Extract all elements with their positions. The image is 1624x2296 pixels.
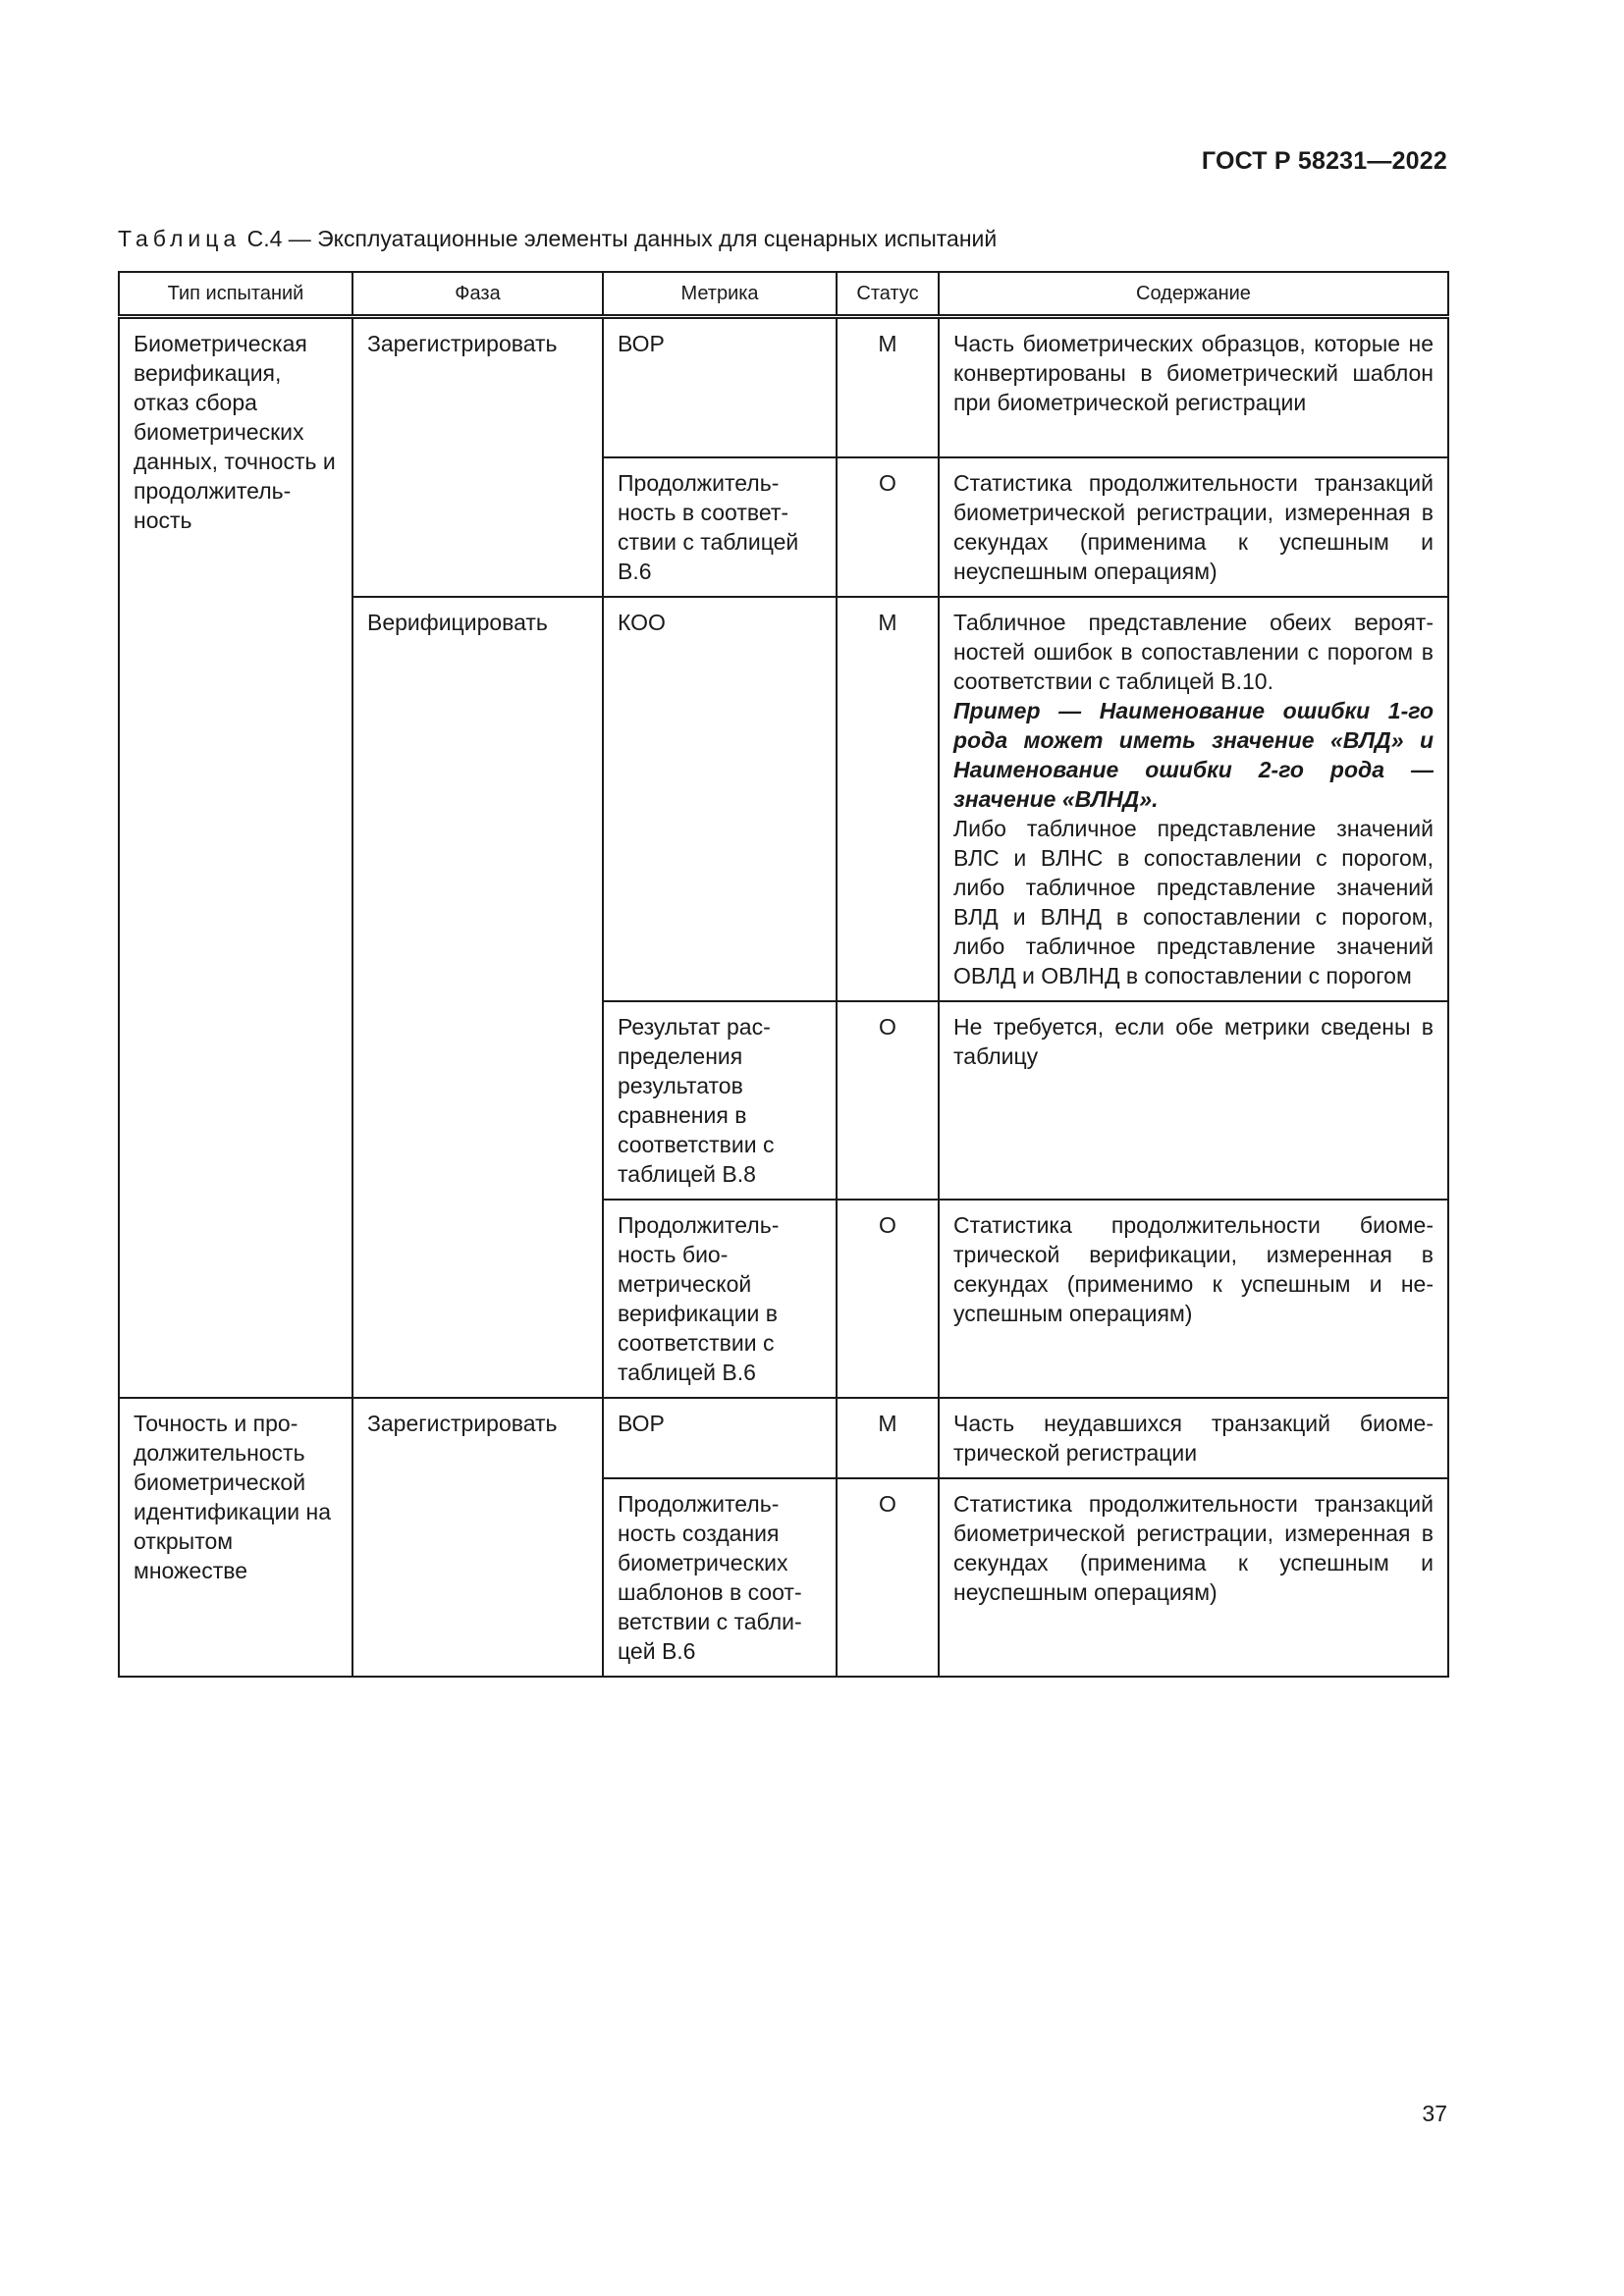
phase-cell: Зарегистрировать bbox=[352, 1398, 603, 1677]
test-type-cell: Точность и продолжительность биометрической идентификации на открытом множестве bbox=[119, 1398, 352, 1677]
table-caption bbox=[118, 226, 997, 252]
status-cell: М bbox=[837, 597, 939, 1001]
status-cell: О bbox=[837, 1478, 939, 1677]
page-number: 37 bbox=[1422, 2101, 1447, 2126]
content-cell: Статистика продолжительности биометрической верификации, измеренная в секундах (применимо к успешным и неуспешным операциям) bbox=[939, 1200, 1448, 1398]
column-header-metric: Метрика bbox=[603, 272, 837, 317]
metric-cell: Результат распределения результатов сравнения в соответствии с таблицей В.8 bbox=[603, 1001, 837, 1200]
metric-cell: Продолжительность создания биометрических шаблонов в соответствии с таблицей В.6 bbox=[603, 1478, 837, 1677]
content-cell: Не требуется, если обе метрики сведены в таблицу bbox=[939, 1001, 1448, 1200]
example-note: Пример — Наименование ошибки 1-го рода может иметь значение «ВЛД» и Наименование ошибки 2-го рода — значение «ВЛНД». bbox=[953, 698, 1434, 812]
test-type-cell: Биометрическая верификация, отказ сбора биометрических данных, точность и продолжительность bbox=[119, 317, 352, 1399]
data-table bbox=[118, 271, 1449, 1678]
content-text-continued: Либо табличное представление значений ВЛС и ВЛНС в сопоставлении с порогом, либо табличное представление значений ВЛД и ВЛНД в сопоставлении с порогом, либо табличное представление значений ОВЛД и ОВЛНД в сопоставлении с порогом bbox=[953, 816, 1434, 988]
status-cell: О bbox=[837, 457, 939, 597]
status-cell: О bbox=[837, 1200, 939, 1398]
content-cell: Часть неудавшихся транзакций биометрической регистрации bbox=[939, 1398, 1448, 1478]
column-header-phase: Фаза bbox=[352, 272, 603, 317]
content-cell bbox=[939, 597, 1448, 1001]
status-cell: М bbox=[837, 1398, 939, 1478]
content-cell: Статистика продолжительности транзакций биометрической регистрации, измеренная в секундах (применима к успешным и неуспешным операциям) bbox=[939, 457, 1448, 597]
metric-cell: Продолжительность биометрической верификации в соответствии с таблицей В.6 bbox=[603, 1200, 837, 1398]
metric-cell: Продолжительность в соответствии с таблицей В.6 bbox=[603, 457, 837, 597]
status-cell: М bbox=[837, 317, 939, 458]
table-header-row bbox=[119, 272, 1448, 317]
column-header-content: Содержание bbox=[939, 272, 1448, 317]
table-row bbox=[119, 317, 1448, 458]
table-caption-text: С.4 — Эксплуатационные элементы данных для сценарных испытаний bbox=[241, 226, 998, 251]
metric-cell: ВОР bbox=[603, 317, 837, 458]
content-cell: Статистика продолжительности транзакций биометрической регистрации, измеренная в секундах (применима к успешным и неуспешным операциям) bbox=[939, 1478, 1448, 1677]
status-cell: О bbox=[837, 1001, 939, 1200]
content-text: Табличное представление обеих вероятностей ошибок в сопоставлении с порогом в соответствии с таблицей В.10. bbox=[953, 610, 1434, 694]
metric-cell: ВОР bbox=[603, 1398, 837, 1478]
column-header-test-type: Тип испытаний bbox=[119, 272, 352, 317]
document-standard-header: ГОСТ Р 58231—2022 bbox=[1201, 147, 1447, 175]
table-caption-label: Таблица bbox=[118, 226, 242, 251]
column-header-status: Статус bbox=[837, 272, 939, 317]
table-row bbox=[119, 1398, 1448, 1478]
content-cell: Часть биометрических образцов, которые не конвертированы в биометрический шаблон при биометрической регистрации bbox=[939, 317, 1448, 458]
phase-cell: Зарегистрировать bbox=[352, 317, 603, 598]
metric-cell: КОО bbox=[603, 597, 837, 1001]
phase-cell: Верифицировать bbox=[352, 597, 603, 1398]
